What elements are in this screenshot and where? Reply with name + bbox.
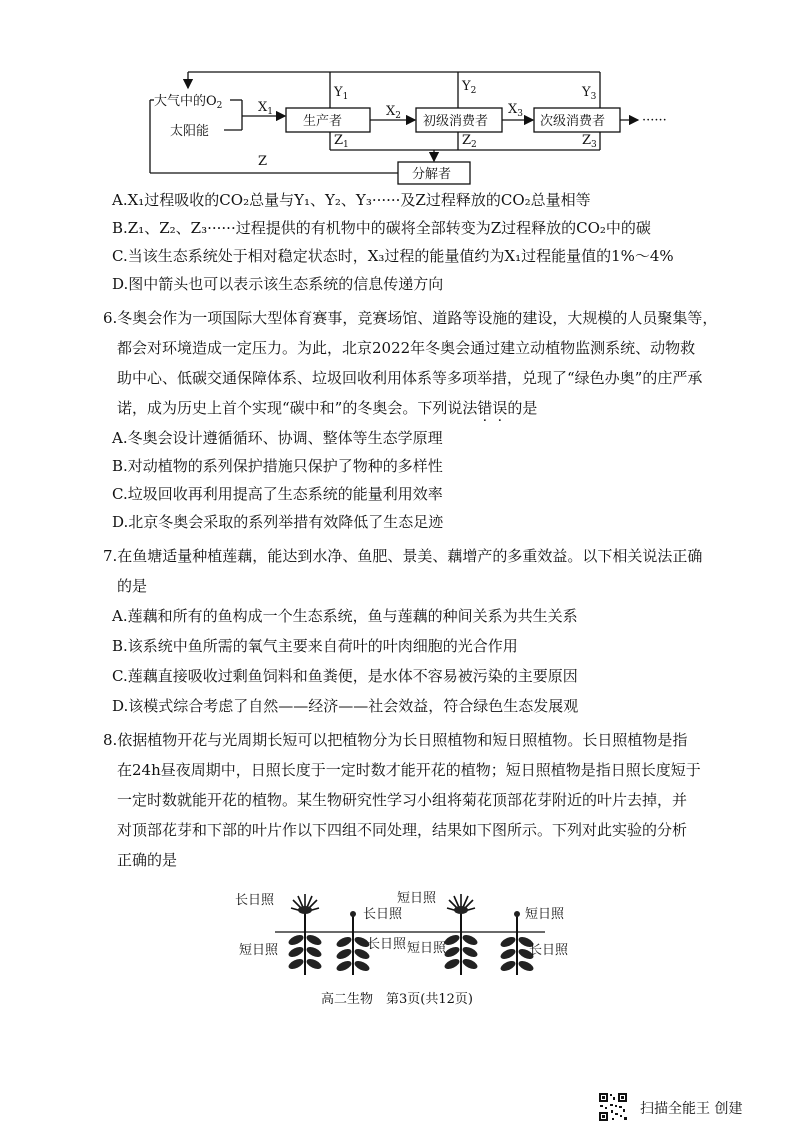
- plant-2-bottom-label: 长日照: [367, 937, 407, 952]
- q5-option-a: A.X₁过程吸收的CO₂总量与Y₁、Y₂、Y₃······及Z过程释放的CO₂总量相等: [112, 191, 591, 209]
- q5-option-d: D.图中箭头也可以表示该生态系统的信息传递方向: [112, 275, 444, 293]
- svg-text:大气中的O2: 大气中的$O_2$: [154, 94, 223, 111]
- svg-text:Y1: $Y_1$: [334, 85, 349, 102]
- q6-option-c: C.垃圾回收再利用提高了生态系统的能量利用效率: [112, 485, 443, 503]
- q7-option-c: C.莲藕直接吸收过剩鱼饲料和鱼粪便，是水体不容易被污染的主要原因: [112, 667, 578, 685]
- qr-code-icon: [598, 1092, 628, 1122]
- svg-text:Z3: $Z_3$: [582, 133, 597, 150]
- svg-text:Z: Z: [258, 154, 268, 169]
- svg-text:······: ······: [642, 113, 667, 128]
- q7-option-b: B.该系统中鱼所需的氧气主要来自荷叶的叶肉细胞的光合作用: [112, 637, 518, 655]
- q8-stem-line5: 正确的是: [117, 851, 178, 869]
- plant-photoperiod-figure: [225, 880, 585, 980]
- svg-text:Y2: $Y_2$: [462, 79, 477, 96]
- q7-option-d: D.该模式综合考虑了自然——经济——社会效益，符合绿色生态发展观: [112, 697, 579, 715]
- q6-option-b: B.对动植物的系列保护措施只保护了物种的多样性: [112, 457, 443, 475]
- q6-stem-line4: 诺，成为历史上首个实现“碳中和”的冬奥会。下列说法错误的是: [117, 399, 538, 417]
- q8-stem-line3: 一定时数就能开花的植物。某生物研究性学习小组将菊花顶部花芽附近的叶片去掉，并: [117, 791, 688, 809]
- emphasis-char: 误: [492, 399, 508, 417]
- svg-text:次级消费者: 次级消费者: [540, 114, 606, 129]
- svg-text:Y3: $Y_3$: [582, 85, 597, 102]
- plant-4-bottom-label: 长日照: [529, 943, 569, 958]
- q7-stem-line1: 7.在鱼塘适量种植莲藕，能达到水净、鱼肥、景美、藕增产的多重效益。以下相关说法正确: [103, 547, 703, 565]
- plant-1-top-label: 长日照: [235, 893, 275, 908]
- plant-4-top-label: 短日照: [525, 907, 565, 922]
- svg-text:Z1: $Z_1$: [334, 133, 349, 150]
- svg-text:Z2: $Z_2$: [462, 133, 477, 150]
- plant-2-top-label: 长日照: [363, 907, 403, 922]
- q6-option-d: D.北京冬奥会采取的系列举措有效降低了生态足迹: [112, 513, 444, 531]
- svg-text:生产者: 生产者: [303, 114, 343, 129]
- svg-text:X3: $X_3$: [508, 102, 523, 119]
- svg-text:X1: $X_1$: [258, 100, 273, 117]
- q6-option-a: A.冬奥会设计遵循循环、协调、整体等生态学原理: [112, 429, 443, 447]
- emphasis-char: 错: [477, 399, 493, 417]
- q6-stem-line1: 6.冬奥会作为一项国际大型体育赛事，竞赛场馆、道路等设施的建设，大规模的人员聚集等，: [103, 309, 718, 327]
- svg-text:分解者: 分解者: [412, 167, 452, 182]
- q8-stem-line4: 对顶部花芽和下部的叶片作以下四组不同处理，结果如下图所示。下列对此实验的分析: [117, 821, 688, 839]
- page-footer: 高二生物 第3页(共12页): [321, 992, 473, 1007]
- q6-stem-line3: 助中心、低碳交通保障体系、垃圾回收利用体系等多项举措，兑现了“绿色办奥”的庄严承: [117, 369, 703, 387]
- plant-3-bottom-label: 短日照: [407, 941, 447, 956]
- q7-stem-line2: 的是: [117, 577, 148, 595]
- q8-stem-line2: 在24h昼夜周期中，日照长度于一定时数才能开花的植物；短日照植物是指日照长度短于: [117, 761, 701, 779]
- plant-3: [443, 894, 479, 975]
- q8-stem-line1: 8.依据植物开花与光周期长短可以把植物分为长日照植物和短日照植物。长日照植物是指: [103, 731, 688, 749]
- svg-text:太阳能: 太阳能: [170, 124, 210, 139]
- q5-option-b: B.Z₁、Z₂、Z₃······过程提供的有机物中的碳将全部转变为Z过程释放的CO₂中的碳: [112, 219, 651, 237]
- q6-stem-line2: 都会对环境造成一定压力。为此，北京2022年冬奥会通过建立动植物监测系统、动物救: [117, 339, 696, 357]
- q5-option-c: C.当该生态系统处于相对稳定状态时，X₃过程的能量值约为X₁过程能量值的1%～4%: [112, 247, 674, 265]
- q7-option-a: A.莲藕和所有的鱼构成一个生态系统，鱼与莲藕的种间关系为共生关系: [112, 607, 578, 625]
- scanner-watermark: 扫描全能王 创建: [640, 1101, 743, 1117]
- plant-3-top-label: 短日照: [397, 891, 437, 906]
- plant-1-bottom-label: 短日照: [239, 943, 279, 958]
- svg-text:初级消费者: 初级消费者: [423, 114, 489, 129]
- svg-text:X2: $X_2$: [386, 104, 401, 121]
- energy-flow-diagram: [140, 66, 700, 188]
- plant-1: [287, 894, 323, 975]
